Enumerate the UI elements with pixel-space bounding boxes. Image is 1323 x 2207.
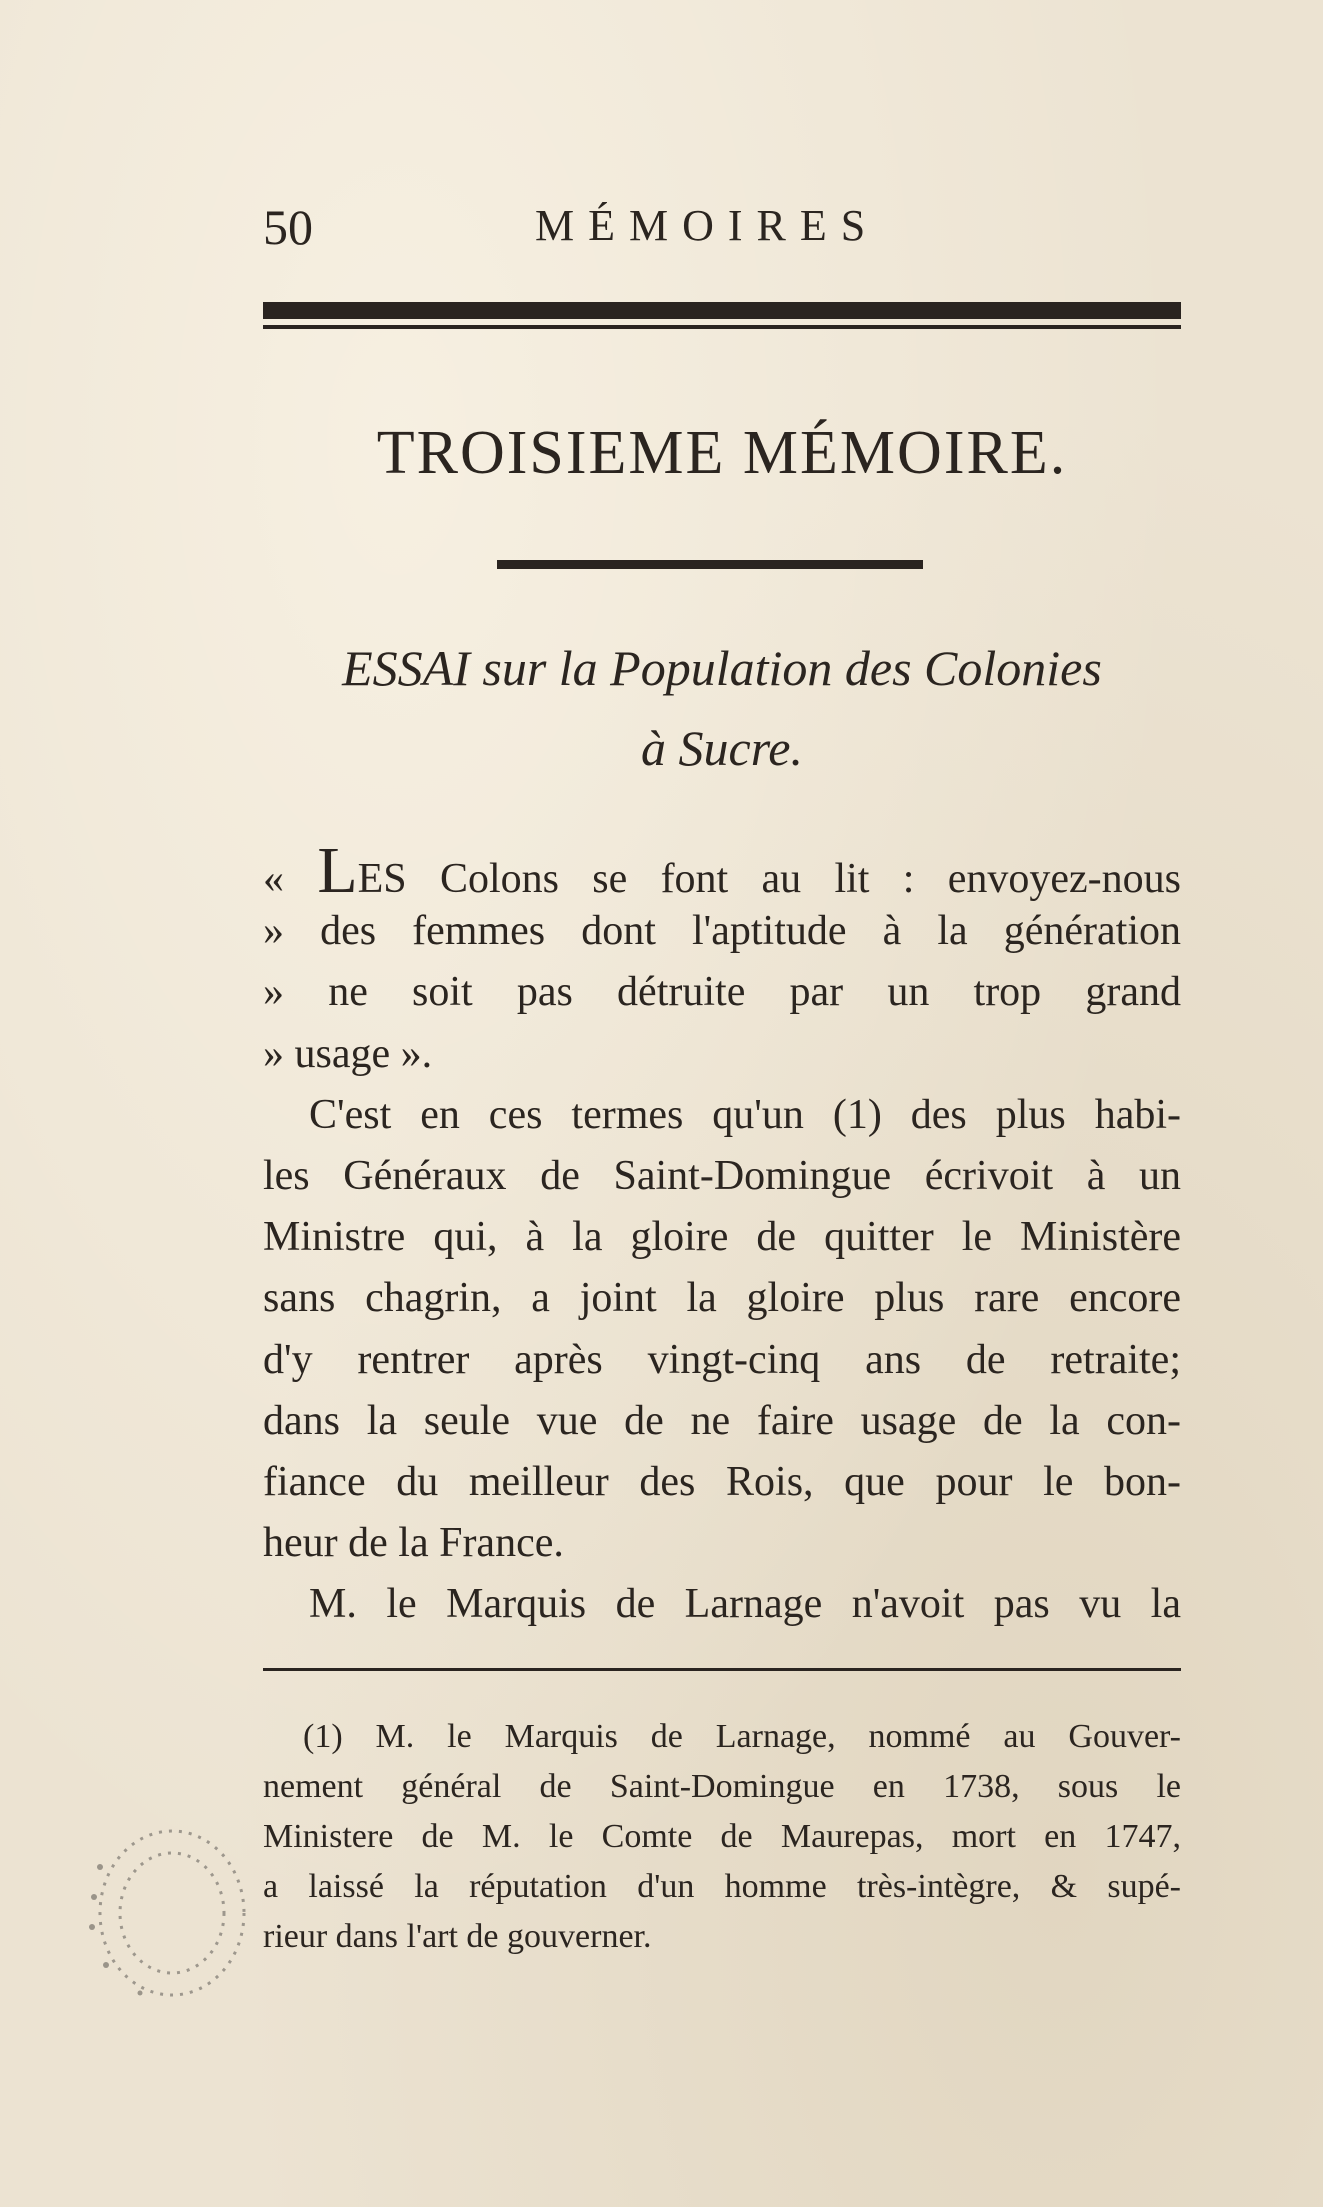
body-line-3: » ne soit pas détruite par un trop grand [263, 969, 1181, 1016]
body-line-9: d'y rentrer après vingt-cinq ans de retraite; [263, 1336, 1181, 1383]
page-number: 50 [263, 199, 313, 255]
thick-rule [263, 302, 1181, 319]
body-line-13: M. le Marquis de Larnage n'avoit pas vu la [309, 1581, 1181, 1628]
footnote-line-4: a laissé la réputation d'un homme très-intègre, & supé- [263, 1868, 1181, 1905]
body-line-1 [263, 834, 1182, 907]
body-line-1-text: ES Colons se font au lit : envoyez-nous [357, 856, 1182, 902]
body-line-5: C'est en ces termes qu'un (1) des plus habi- [309, 1091, 1181, 1138]
running-title: MÉMOIRES [535, 201, 880, 250]
body-text [263, 834, 1182, 1635]
body-line-2: » des femmes dont l'aptitude à la génération [263, 908, 1181, 955]
drop-cap: L [317, 834, 358, 907]
body-line-11: fiance du meilleur des Rois, que pour le bon- [263, 1458, 1181, 1505]
body-line-7: Ministre qui, à la gloire de quitter le Ministère [263, 1214, 1181, 1261]
footnote-line-5: rieur dans l'art de gouverner. [263, 1918, 652, 1955]
body-line-8: sans chagrin, a joint la gloire plus rare encore [263, 1275, 1181, 1322]
body-line-6: les Généraux de Saint-Domingue écrivoit à un [263, 1152, 1181, 1199]
essay-title [263, 628, 1181, 788]
footnote-line-3: Ministere de M. le Comte de Maurepas, mort en 1747, [263, 1818, 1181, 1855]
header-double-rule [263, 302, 1181, 329]
library-stamp-icon [80, 1815, 255, 2010]
body-line-12: heur de la France. [263, 1520, 564, 1567]
essay-title-line-1: ESSAI sur la Population des Colonies [342, 640, 1102, 696]
opening-quote: « [263, 856, 318, 902]
footnote-line-1: (1) M. le Marquis de Larnage, nommé au Gouver- [303, 1718, 1181, 1755]
body-line-4: » usage ». [263, 1030, 433, 1077]
essay-title-line-2: à Sucre. [641, 720, 803, 776]
thin-rule [263, 325, 1181, 329]
title-rule [497, 560, 923, 569]
footnote [263, 1712, 1181, 1962]
footnote-line-2: nement général de Saint-Domingue en 1738, sous le [263, 1768, 1181, 1805]
body-line-10: dans la seule vue de ne faire usage de la con- [263, 1397, 1181, 1444]
footnote-rule [263, 1668, 1181, 1671]
running-head [263, 198, 1183, 258]
chapter-title: TROISIEME MÉMOIRE. [376, 419, 1068, 487]
